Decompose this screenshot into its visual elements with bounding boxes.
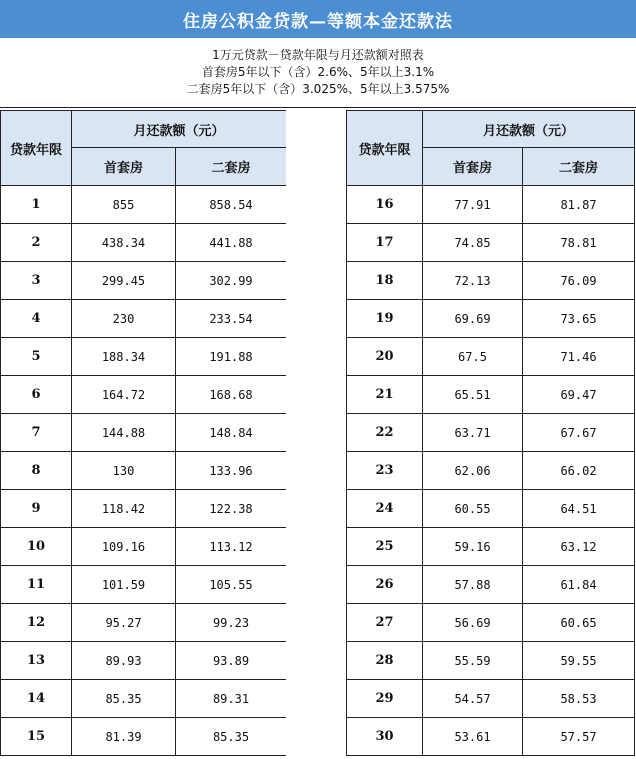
second-home-cell: 81.87 (523, 186, 635, 224)
loan-year-cell: 10 (1, 528, 72, 566)
table-row (1, 566, 287, 604)
table-row (347, 718, 635, 756)
table-row (1, 528, 287, 566)
second-home-cell: 60.65 (523, 604, 635, 642)
second-home-cell: 191.88 (176, 338, 287, 376)
first-home-cell: 77.91 (423, 186, 523, 224)
caption-line-1: 1万元贷款－贷款年限与月还款额对照表 (212, 48, 424, 62)
second-home-cell: 85.35 (176, 718, 287, 756)
loan-year-cell: 15 (1, 718, 72, 756)
first-home-cell: 188.34 (72, 338, 176, 376)
loan-year-cell: 12 (1, 604, 72, 642)
first-home-cell: 65.51 (423, 376, 523, 414)
second-home-cell: 233.54 (176, 300, 287, 338)
loan-year-cell: 19 (347, 300, 423, 338)
second-home-cell: 67.67 (523, 414, 635, 452)
table-row (1, 718, 287, 756)
first-home-cell: 59.16 (423, 528, 523, 566)
header-first-home: 首套房 (423, 148, 523, 186)
table-row (347, 604, 635, 642)
loan-year-cell: 25 (347, 528, 423, 566)
second-home-cell: 302.99 (176, 262, 287, 300)
first-home-cell: 81.39 (72, 718, 176, 756)
table-row (1, 490, 287, 528)
table-row (347, 528, 635, 566)
first-home-cell: 164.72 (72, 376, 176, 414)
table-row (1, 300, 287, 338)
header-loan-years: 贷款年限 (347, 111, 423, 186)
first-home-cell: 72.13 (423, 262, 523, 300)
table-row (347, 414, 635, 452)
second-home-cell: 66.02 (523, 452, 635, 490)
loan-year-cell: 26 (347, 566, 423, 604)
first-home-cell: 62.06 (423, 452, 523, 490)
second-home-cell: 99.23 (176, 604, 287, 642)
second-home-cell: 168.68 (176, 376, 287, 414)
first-home-cell: 60.55 (423, 490, 523, 528)
loan-year-cell: 14 (1, 680, 72, 718)
page-title: 住房公积金贷款—等额本金还款法 (0, 0, 636, 38)
first-home-cell: 299.45 (72, 262, 176, 300)
loan-year-cell: 22 (347, 414, 423, 452)
header-monthly-payment: 月还款额（元） (72, 111, 287, 148)
table-row (1, 604, 287, 642)
table-row (1, 224, 287, 262)
table-row (347, 490, 635, 528)
second-home-cell: 64.51 (523, 490, 635, 528)
header-loan-years: 贷款年限 (1, 111, 72, 186)
table-row (347, 262, 635, 300)
table-row (1, 262, 287, 300)
table-body-right (347, 186, 635, 756)
table-row (1, 642, 287, 680)
second-home-cell: 858.54 (176, 186, 287, 224)
second-home-cell: 148.84 (176, 414, 287, 452)
first-home-cell: 57.88 (423, 566, 523, 604)
second-home-cell: 76.09 (523, 262, 635, 300)
table-row (1, 186, 287, 224)
table-row (347, 566, 635, 604)
table-gap (286, 110, 346, 759)
repayment-table-right (346, 110, 635, 756)
first-home-cell: 85.35 (72, 680, 176, 718)
first-home-cell: 109.16 (72, 528, 176, 566)
loan-year-cell: 29 (347, 680, 423, 718)
table-row (347, 300, 635, 338)
table-row (1, 376, 287, 414)
loan-year-cell: 18 (347, 262, 423, 300)
first-home-cell: 55.59 (423, 642, 523, 680)
table-row (347, 186, 635, 224)
loan-year-cell: 11 (1, 566, 72, 604)
header-monthly-payment: 月还款额（元） (423, 111, 635, 148)
loan-year-cell: 7 (1, 414, 72, 452)
table-row (347, 680, 635, 718)
loan-year-cell: 27 (347, 604, 423, 642)
second-home-cell: 58.53 (523, 680, 635, 718)
loan-year-cell: 20 (347, 338, 423, 376)
second-home-cell: 89.31 (176, 680, 287, 718)
caption-line-3: 二套房5年以下（含）3.025%、5年以上3.575% (186, 82, 450, 96)
second-home-cell: 63.12 (523, 528, 635, 566)
first-home-cell: 438.34 (72, 224, 176, 262)
loan-year-cell: 4 (1, 300, 72, 338)
table-row (1, 452, 287, 490)
second-home-cell: 122.38 (176, 490, 287, 528)
table-row (347, 376, 635, 414)
table-row (1, 414, 287, 452)
loan-year-cell: 3 (1, 262, 72, 300)
loan-year-cell: 23 (347, 452, 423, 490)
table-row (347, 338, 635, 376)
second-home-cell: 73.65 (523, 300, 635, 338)
header-second-home: 二套房 (176, 148, 287, 186)
loan-year-cell: 21 (347, 376, 423, 414)
second-home-cell: 93.89 (176, 642, 287, 680)
second-home-cell: 78.81 (523, 224, 635, 262)
first-home-cell: 69.69 (423, 300, 523, 338)
table-row (347, 642, 635, 680)
loan-year-cell: 13 (1, 642, 72, 680)
second-home-cell: 113.12 (176, 528, 287, 566)
first-home-cell: 118.42 (72, 490, 176, 528)
first-home-cell: 53.61 (423, 718, 523, 756)
first-home-cell: 56.69 (423, 604, 523, 642)
repayment-table-left (0, 110, 287, 756)
loan-year-cell: 9 (1, 490, 72, 528)
first-home-cell: 89.93 (72, 642, 176, 680)
first-home-cell: 130 (72, 452, 176, 490)
header-first-home: 首套房 (72, 148, 176, 186)
second-home-cell: 71.46 (523, 338, 635, 376)
loan-year-cell: 1 (1, 186, 72, 224)
first-home-cell: 63.71 (423, 414, 523, 452)
loan-year-cell: 17 (347, 224, 423, 262)
loan-year-cell: 5 (1, 338, 72, 376)
table-caption (0, 38, 636, 108)
second-home-cell: 59.55 (523, 642, 635, 680)
second-home-cell: 133.96 (176, 452, 287, 490)
loan-year-cell: 28 (347, 642, 423, 680)
second-home-cell: 105.55 (176, 566, 287, 604)
first-home-cell: 855 (72, 186, 176, 224)
second-home-cell: 69.47 (523, 376, 635, 414)
first-home-cell: 54.57 (423, 680, 523, 718)
table-body-left (1, 186, 287, 756)
loan-year-cell: 8 (1, 452, 72, 490)
loan-year-cell: 6 (1, 376, 72, 414)
header-second-home: 二套房 (523, 148, 635, 186)
first-home-cell: 230 (72, 300, 176, 338)
loan-year-cell: 16 (347, 186, 423, 224)
first-home-cell: 101.59 (72, 566, 176, 604)
table-row (1, 680, 287, 718)
table-row (347, 452, 635, 490)
second-home-cell: 441.88 (176, 224, 287, 262)
first-home-cell: 144.88 (72, 414, 176, 452)
loan-year-cell: 24 (347, 490, 423, 528)
table-row (1, 338, 287, 376)
second-home-cell: 61.84 (523, 566, 635, 604)
loan-year-cell: 2 (1, 224, 72, 262)
table-row (347, 224, 635, 262)
first-home-cell: 67.5 (423, 338, 523, 376)
first-home-cell: 74.85 (423, 224, 523, 262)
loan-year-cell: 30 (347, 718, 423, 756)
second-home-cell: 57.57 (523, 718, 635, 756)
caption-line-2: 首套房5年以下（含）2.6%、5年以上3.1% (201, 65, 435, 79)
first-home-cell: 95.27 (72, 604, 176, 642)
